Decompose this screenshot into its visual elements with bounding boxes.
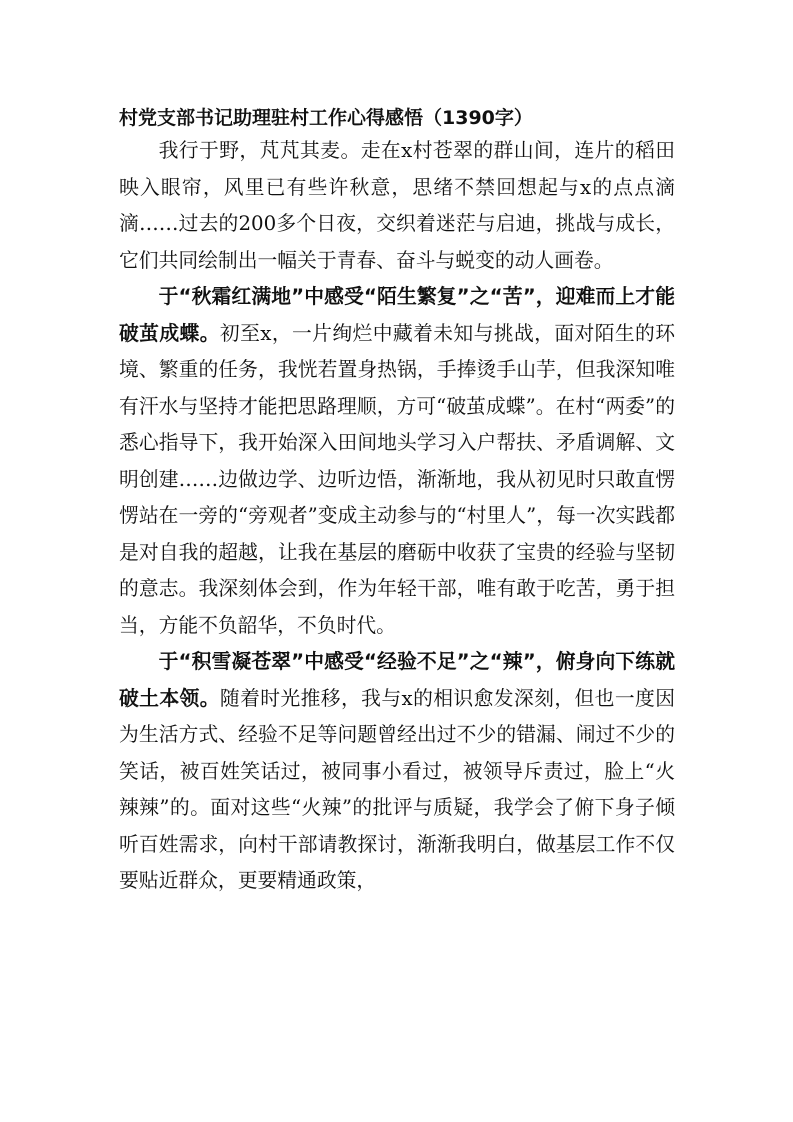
paragraph-lead: 于“积雪凝苍翠”中感受“经验不足”之“辣”，俯身向下练就破土本领。 <box>119 650 675 710</box>
paragraph-spicy <box>119 644 675 900</box>
paragraph-lead: 于“秋霜红满地”中感受“陌生繁复”之“苦”，迎难而上才能破茧成蝶。 <box>119 285 675 345</box>
paragraph-text: 随着时光推移，我与x的相识愈发深刻，但也一度因为生活方式、经验不足等问题曾经出过不少的错漏、闹过不少的笑话，被百姓笑话过，被同事小看过，被领导斥责过，脸上“火辣辣”的。面对这些“火辣”的批评与质疑，我学会了俯下身子倾听百姓需求，向村干部请教探讨，渐渐我明白，做基层工作不仅要贴近群众，更要精通政策， <box>119 686 675 892</box>
paragraph-text: 我行于野，芃芃其麦。走在x村苍翠的群山间，连片的稻田映入眼帘，风里已有些许秋意，思绪不禁回想起与x的点点滴滴……过去的200多个日夜，交织着迷茫与启迪，挑战与成长，它们共同绘制出一幅关于青春、奋斗与蜕变的动人画卷。 <box>119 139 675 272</box>
document-title: 村党支部书记助理驻村工作心得感悟（1390字） <box>119 107 533 129</box>
paragraph-bitter <box>119 279 675 644</box>
document-body <box>119 105 675 900</box>
paragraph-intro <box>119 133 675 279</box>
paragraph-text: 初至x，一片绚烂中藏着未知与挑战，面对陌生的环境、繁重的任务，我恍若置身热锅，手捧烫手山芋，但我深知唯有汗水与坚持才能把思路理顺，方可“破茧成蝶”。在村“两委”的悉心指导下，我开始深入田间地头学习入户帮扶、矛盾调解、文明创建……边做边学、边听边悟，渐渐地，我从初见时只敢直愣愣站在一旁的“旁观者”变成主动参与的“村里人”，每一次实践都是对自我的超越，让我在基层的磨砺中收获了宝贵的经验与坚韧的意志。我深刻体会到，作为年轻干部，唯有敢于吃苦，勇于担当，方能不负韶华，不负时代。 <box>119 321 675 637</box>
